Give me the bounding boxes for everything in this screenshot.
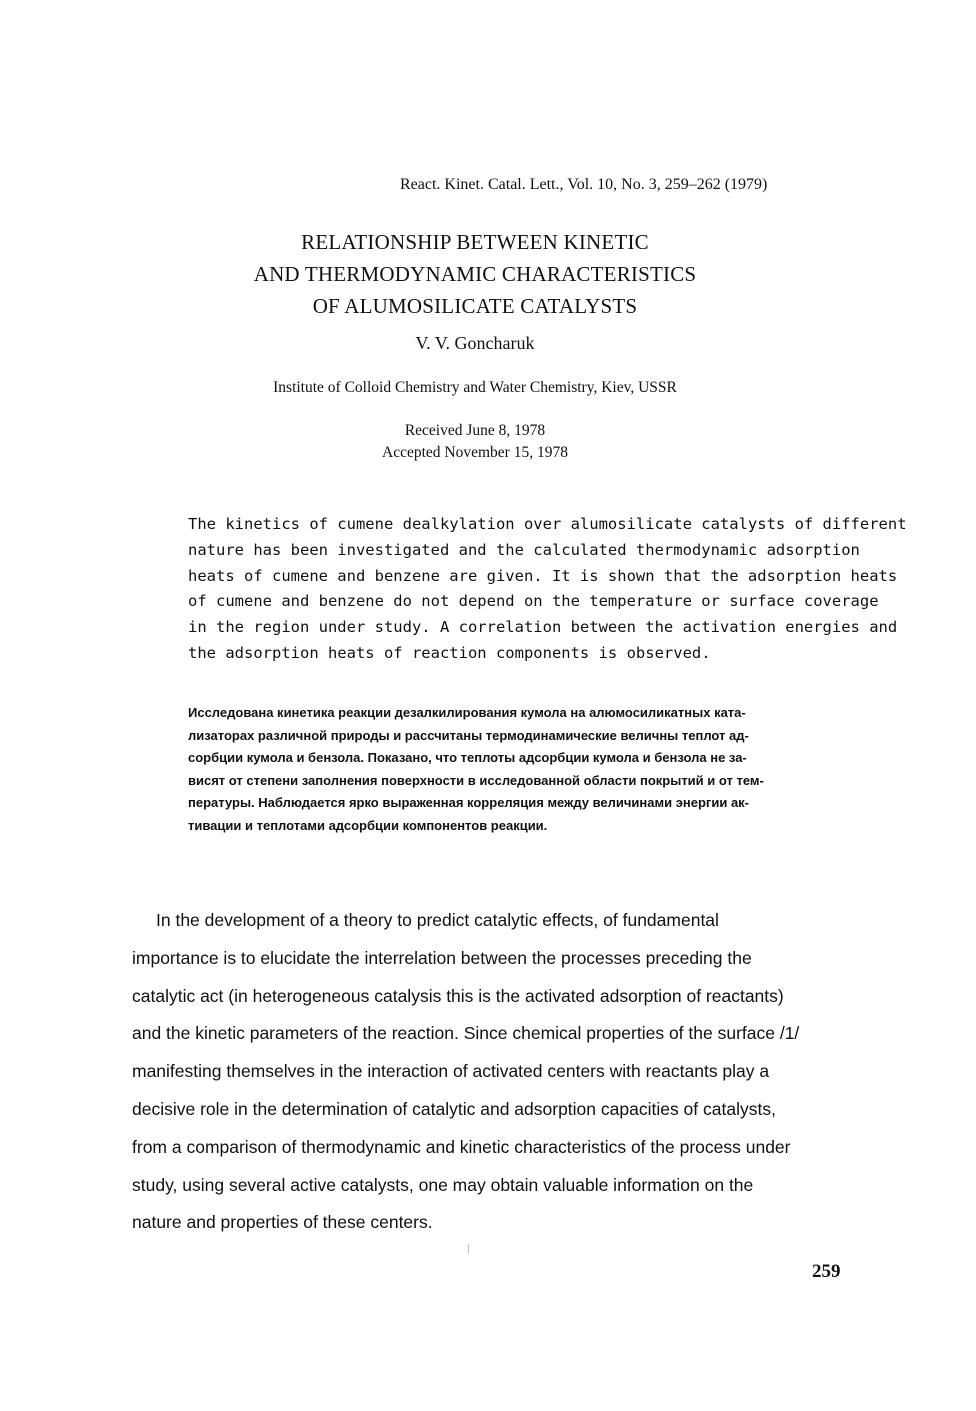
abstract-en-line: heats of cumene and benzene are given. It is shown that the adsorption heats — [188, 566, 898, 585]
abstract-en-line: nature has been investigated and the calculated thermodynamic adsorption — [188, 540, 860, 559]
abstract-russian — [188, 702, 868, 838]
abstract-en-line: The kinetics of cumene dealkylation over alumosilicate catalysts of different — [188, 515, 907, 533]
submission-dates — [280, 420, 670, 464]
title-line-3: OF ALUMOSILICATE CATALYSTS — [312, 294, 638, 318]
abstract-en-line: of cumene and benzene do not depend on the temperature or surface coverage — [188, 592, 879, 611]
abstract-en-line: the adsorption heats of reaction components is observed. — [188, 643, 711, 662]
author-name: V. V. Goncharuk — [415, 333, 535, 353]
abstract-ru-line: лизаторах различной природы и рассчитаны термодинамические величны теплот ад- — [188, 727, 749, 743]
body-line: importance is to elucidate the interrelation between the processes preceding the — [132, 947, 752, 968]
scan-artifact — [468, 1244, 469, 1254]
body-paragraph — [132, 902, 892, 1242]
abstract-ru-line: висят от степени заполнения поверхности в исследованной области покрытий и от тем- — [188, 772, 764, 788]
body-line: decisive role in the determination of catalytic and adsorption capacities of catalysts, — [132, 1098, 776, 1119]
page-number: 259 — [812, 1261, 841, 1282]
body-line: In the development of a theory to predict catalytic effects, of fundamental — [156, 910, 719, 930]
body-line: study, using several active catalysts, one may obtain valuable information on the — [132, 1174, 754, 1195]
title-line-1: RELATIONSHIP BETWEEN KINETIC — [301, 230, 649, 254]
body-line: and the kinetic parameters of the reaction. Since chemical properties of the surface /1/ — [132, 1023, 800, 1044]
body-line: catalytic act (in heterogeneous catalysis this is the activated adsorption of reactants) — [132, 985, 784, 1006]
title-line-2: AND THERMODYNAMIC CHARACTERISTICS — [253, 262, 697, 286]
body-line: from a comparison of thermodynamic and kinetic characteristics of the process under — [132, 1136, 791, 1157]
abstract-en-line: in the region under study. A correlation between the activation energies and — [188, 618, 898, 637]
abstract-ru-line: тивации и теплотами адсорбции компонентов реакции. — [188, 817, 548, 833]
abstract-ru-line: Исследована кинетика реакции дезалкилирования кумола на алюмосиликатных ката- — [188, 705, 746, 720]
body-line: nature and properties of these centers. — [132, 1212, 433, 1233]
body-line: manifesting themselves in the interaction of activated centers with reactants play a — [132, 1061, 770, 1082]
accepted-date: Accepted November 15, 1978 — [382, 444, 568, 461]
paper-title — [180, 226, 770, 322]
author-affiliation: Institute of Colloid Chemistry and Water Chemistry, Kiev, USSR — [273, 379, 677, 396]
abstract-ru-line: сорбции кумола и бензола. Показано, что теплоты адсорбции кумола и бензола не за- — [188, 750, 747, 766]
abstract-english — [188, 512, 907, 667]
journal-reference: React. Kinet. Catal. Lett., Vol. 10, No. 3, 259–262 (1979) — [400, 176, 768, 193]
abstract-ru-line: пературы. Наблюдается ярко выраженная корреляция между величинами энергии ак- — [188, 795, 750, 811]
received-date: Received June 8, 1978 — [404, 422, 546, 439]
